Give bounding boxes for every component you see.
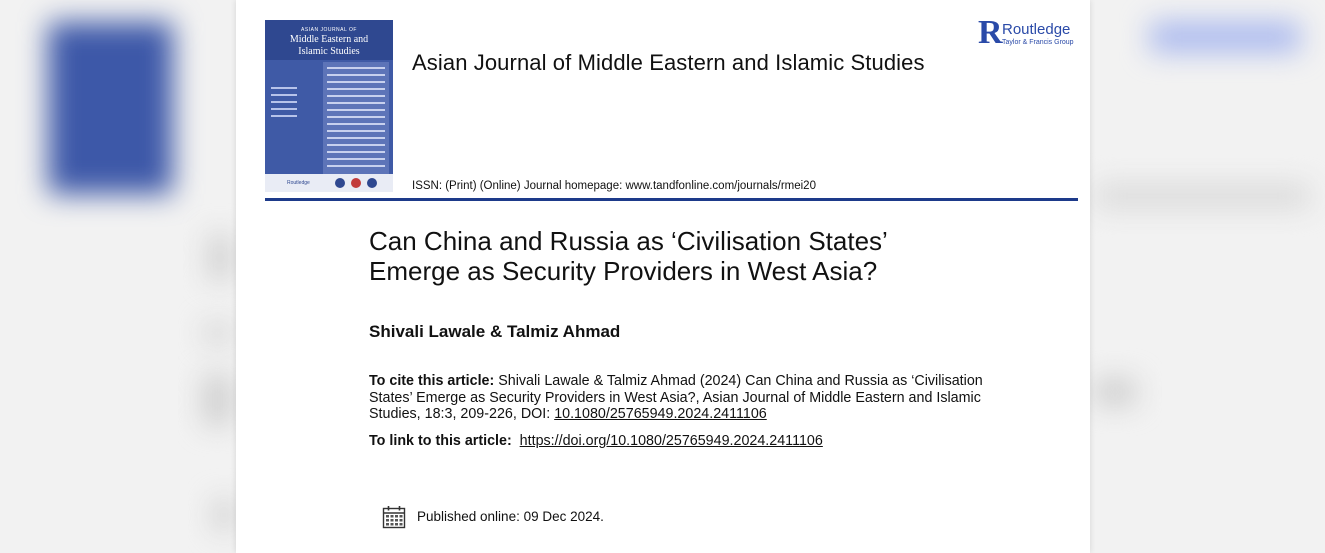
published-date: Published online: 09 Dec 2024.: [417, 509, 604, 524]
cover-left-lines: [265, 82, 297, 117]
cover-seal-icon: [367, 178, 377, 188]
background-blur: [215, 500, 233, 530]
article-link-block: [369, 433, 823, 449]
publisher-group: Taylor & Francis Group: [1002, 39, 1074, 46]
cite-label: To cite this article:: [369, 373, 495, 389]
issn-line: [412, 180, 816, 192]
cover-footer: [265, 174, 393, 192]
cover-seal-icon: [351, 178, 361, 188]
paper-page: [236, 0, 1090, 553]
journal-title: Asian Journal of Middle Eastern and Islamic Studies: [412, 50, 925, 75]
article-title-line1: Can China and Russia as ‘Civilisation States’: [369, 226, 888, 256]
article-title: [369, 226, 989, 286]
cover-kicker: ASIAN JOURNAL OF: [301, 27, 357, 33]
background-blur: [1150, 22, 1300, 52]
article-authors: Shivali Lawale & Talmiz Ahmad: [369, 322, 621, 341]
doi-link[interactable]: 10.1080/25765949.2024.2411106: [554, 406, 767, 422]
publisher-name: Routledge: [1002, 21, 1071, 38]
cite-text: Shivali Lawale & Talmiz Ahmad (2024) Can China and Russia as ‘Civilisation States’ Emerge as Security Providers in West Asia?, Asian Journal of Middle Eastern and Islamic Studies, 18:3, 209-226, DOI:: [369, 373, 983, 422]
cover-seal-icon: [335, 178, 345, 188]
background-blur: [1095, 380, 1135, 404]
calendar-icon: [382, 505, 406, 529]
link-label: To link to this article:: [369, 433, 512, 449]
background-blur: [1095, 185, 1310, 207]
cover-header: [265, 20, 393, 60]
cover-contents-panel: [323, 62, 389, 174]
background-blur: [48, 22, 173, 194]
cover-title-line1: Middle Eastern and: [289, 34, 369, 45]
background-blur: [210, 235, 230, 280]
header-divider: [265, 198, 1078, 201]
article-title-line2: Emerge as Security Providers in West Asia?: [369, 256, 878, 286]
background-blur: [205, 325, 230, 341]
cover-footer-text: Routledge: [287, 180, 310, 186]
routledge-r-icon: R: [978, 14, 1003, 51]
cover-title-line2: Islamic Studies: [298, 46, 360, 57]
journal-cover-image: [265, 20, 393, 192]
background-blur: [205, 375, 230, 425]
article-url-link[interactable]: https://doi.org/10.1080/25765949.2024.2411106: [519, 433, 823, 449]
publisher-logo[interactable]: [978, 14, 1078, 52]
journal-homepage-link[interactable]: www.tandfonline.com/journals/rmei20: [625, 180, 816, 192]
citation-block: [369, 373, 989, 423]
issn-text: ISSN: (Print) (Online) Journal homepage:: [412, 180, 626, 192]
